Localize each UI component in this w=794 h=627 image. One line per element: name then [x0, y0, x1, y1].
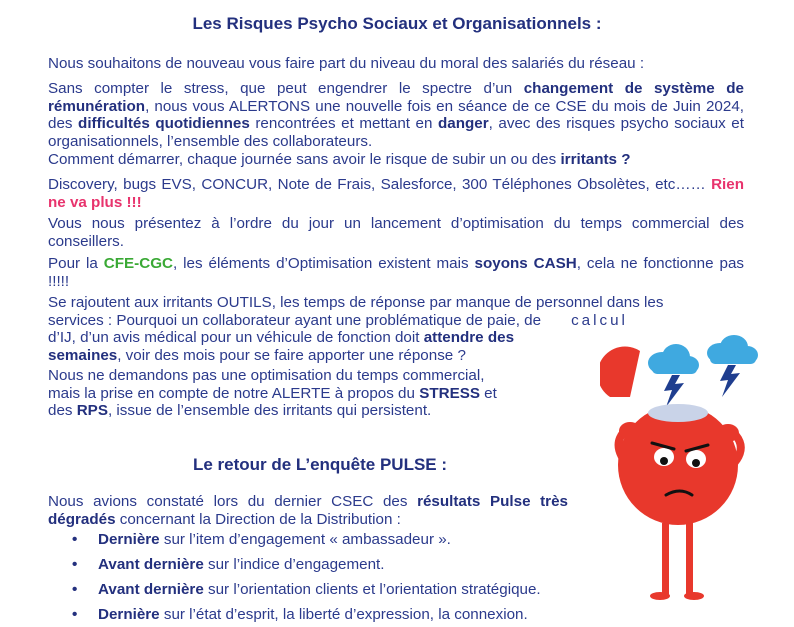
alert-span: Rien ne va plus !!! — [48, 176, 744, 211]
bold-span: RPS — [76, 402, 108, 419]
bold-span: résultats Pulse très dégradés — [48, 493, 568, 528]
paragraph-alert — [48, 80, 744, 150]
leg-icon — [686, 523, 693, 595]
text-span: , cela ne fonctionne pas !!!!! — [48, 255, 744, 290]
text-span: rencontrées et mettant en — [249, 115, 438, 132]
list-item — [72, 552, 541, 577]
text-span: , les éléments d’Optimisation existent mais — [172, 255, 475, 272]
bold-span: semaines — [48, 346, 118, 364]
storm-cloud-icon — [648, 344, 699, 407]
text-span: Pour la — [48, 255, 104, 272]
text-span: , nous vous ALERTONS une nouvelle fois en séance de ce CSE du mois de Juin 2024, des — [48, 97, 744, 132]
text-span: , issue de l’ensemble des irritants qui persistent. — [107, 402, 432, 419]
bold-span: irritants ? — [560, 151, 631, 168]
text-span: des — [48, 402, 77, 419]
bold-span: Avant dernière — [98, 581, 204, 598]
text-span: sur l’indice d’engagement. — [203, 556, 385, 573]
foot-icon — [650, 592, 670, 600]
text-span: , avec des risques psycho sociaux et organisationnels, l’ensemble des collaborateurs. — [48, 115, 744, 150]
cfe-cgc-span: CFE-CGC — [103, 255, 173, 272]
skull-lid-icon — [600, 347, 640, 397]
storm-cloud-icon — [707, 335, 758, 397]
text-span: , voir des mois pour se faire apporter une réponse ? — [117, 346, 466, 364]
text-span: Sans compter le stress, que peut engendrer le spectre d’un — [48, 80, 524, 97]
paragraph-pulse-intro — [48, 493, 568, 528]
bold-span: difficultés quotidiennes — [78, 115, 250, 132]
text-span: sur l’état d’esprit, la liberté d’expression, la connexion. — [159, 606, 528, 623]
paragraph-cfe-cgc — [48, 255, 744, 290]
paragraph-tools — [48, 176, 744, 211]
list-item — [72, 577, 541, 602]
bold-span: Dernière — [98, 606, 160, 623]
bold-span: soyons CASH — [474, 255, 577, 272]
text-span: et — [479, 384, 497, 402]
bullet-icon: • — [72, 556, 78, 573]
text-span: sur l’orientation clients et l’orientation stratégique. — [203, 581, 541, 598]
bold-span: danger — [438, 115, 489, 132]
text-span: calcul — [571, 311, 628, 329]
bullet-icon: • — [72, 581, 78, 598]
text-span: services : Pourquoi un collaborateur ayant une problématique de paie, de — [48, 311, 542, 329]
paragraph-optimisation: Vous nous présentez à l’ordre du jour un lancement d’optimisation du temps commercial des conseillers. — [48, 215, 744, 250]
text-span: mais la prise en compte de notre ALERTE à propos du — [48, 384, 420, 402]
hand-icon — [619, 422, 641, 440]
head-icon — [618, 405, 738, 525]
section-title-pulse: Le retour de L’enquête PULSE : — [192, 455, 448, 474]
text-span: concernant la Direction de la Distribution : — [115, 510, 401, 528]
stressed-head-mascot-icon — [600, 335, 790, 605]
section-title-rps: Les Risques Psycho Sociaux et Organisationnels : — [192, 14, 602, 33]
bold-span: changement de système de rémunération — [48, 80, 745, 115]
pulse-results-list — [72, 527, 541, 627]
leg-icon — [662, 523, 669, 595]
open-skull-icon — [648, 404, 708, 422]
list-item — [72, 602, 541, 627]
hand-icon — [717, 424, 739, 442]
text-line: Nous ne demandons pas une optimisation du temps commercial, — [48, 367, 485, 384]
bold-span: STRESS — [419, 384, 480, 402]
bold-span: attendre des — [423, 329, 515, 346]
paragraph-moral: Nous souhaitons de nouveau vous faire part du niveau du moral des salariés du réseau : — [48, 55, 645, 72]
foot-icon — [684, 592, 704, 600]
paragraph-stress — [48, 367, 593, 420]
bold-span: Dernière — [98, 531, 160, 548]
bullet-icon: • — [72, 606, 78, 623]
paragraph-irritants — [48, 151, 748, 169]
text-span: Comment démarrer, chaque journée sans avoir le risque de subir un ou des — [48, 151, 561, 168]
bullet-icon: • — [72, 531, 78, 548]
text-span: Nous avions constaté lors du dernier CSEC des — [48, 493, 418, 510]
bold-span: Avant dernière — [98, 556, 204, 573]
text-span: d’IJ, d’un avis médical pour un véhicule de fonction doit — [48, 329, 424, 346]
list-item — [72, 527, 541, 552]
text-span: sur l’item d’engagement « ambassadeur ». — [159, 531, 451, 548]
text-line: Se rajoutent aux irritants OUTILS, les temps de réponse par manque de personnel dans les — [48, 294, 664, 311]
text-span: Discovery, bugs EVS, CONCUR, Note de Frais, Salesforce, 300 Téléphones Obsolètes, etc…… — [48, 176, 712, 193]
